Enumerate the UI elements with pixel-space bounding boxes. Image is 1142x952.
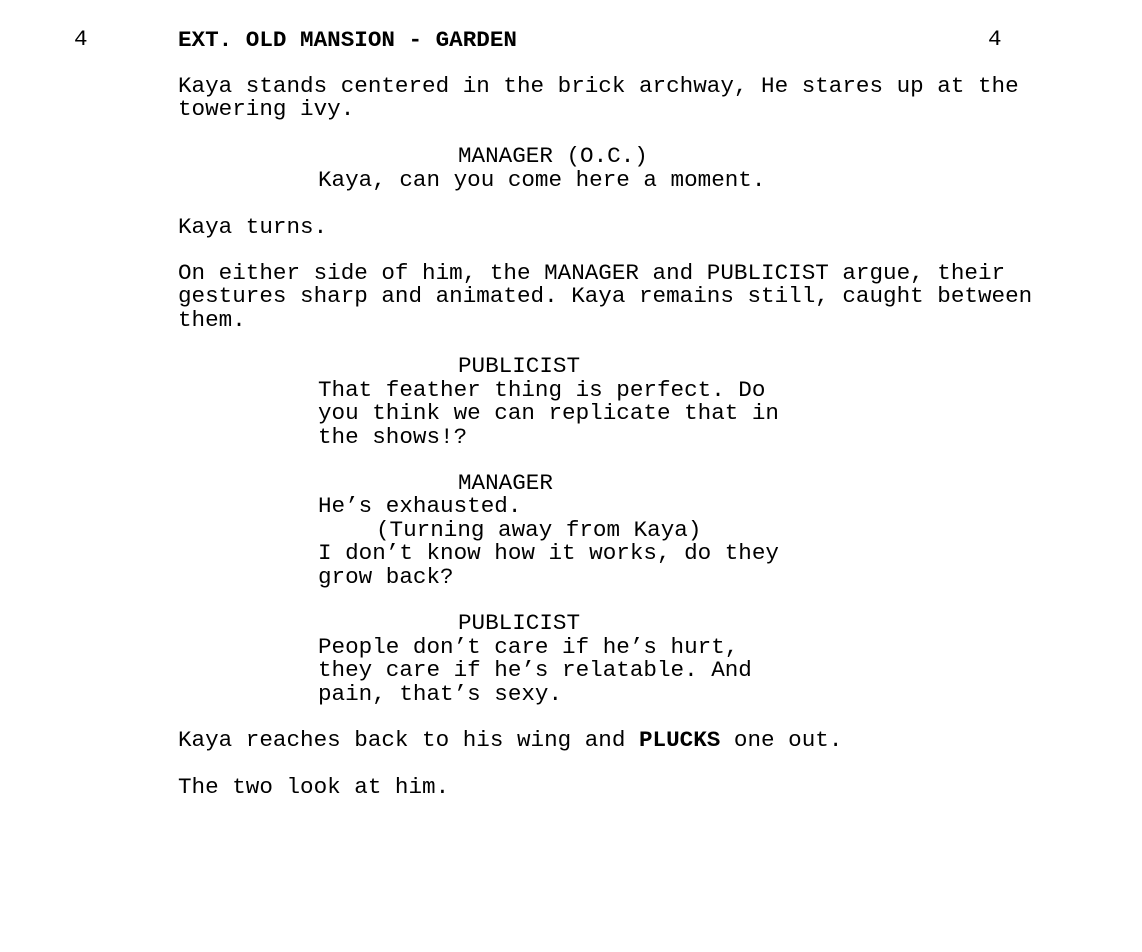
action-emphasis: PLUCKS [639,727,721,753]
dialogue-line: He’s exhausted. [318,493,522,519]
dialogue-line: grow back? [318,564,454,590]
action-line [178,729,842,752]
action-line: The two look at him. [178,774,450,800]
action-text: one out. [720,727,843,753]
scene-number-left: 4 [74,26,88,52]
dialogue-line: the shows!? [318,424,468,450]
action-line: Kaya turns. [178,214,328,240]
dialogue-line: you think we can replicate that in [318,400,779,426]
scene-heading: EXT. OLD MANSION - GARDEN [178,27,517,53]
action-line: them. [178,307,246,333]
action-text: Kaya reaches back to his wing and [178,727,639,753]
character-name: PUBLICIST [458,353,581,379]
dialogue-line: That feather thing is perfect. Do [318,377,766,403]
dialogue-line: they care if he’s relatable. And [318,657,752,683]
character-name: PUBLICIST [458,610,581,636]
dialogue-line: pain, that’s sexy. [318,681,563,707]
action-line: gestures sharp and animated. Kaya remains still, caught between [178,283,1033,309]
dialogue-line: People don’t care if he’s hurt, [318,634,739,660]
action-line: towering ivy. [178,96,355,122]
parenthetical: (Turning away from Kaya) [376,517,702,543]
action-line: Kaya stands centered in the brick archway, He stares up at the [178,73,1019,99]
action-line: On either side of him, the MANAGER and PUBLICIST argue, their [178,260,1006,286]
character-name: MANAGER [458,470,553,496]
dialogue-line: Kaya, can you come here a moment. [318,167,766,193]
dialogue-line: I don’t know how it works, do they [318,540,779,566]
character-name: MANAGER (O.C.) [458,143,648,169]
scene-number-right: 4 [988,26,1002,52]
